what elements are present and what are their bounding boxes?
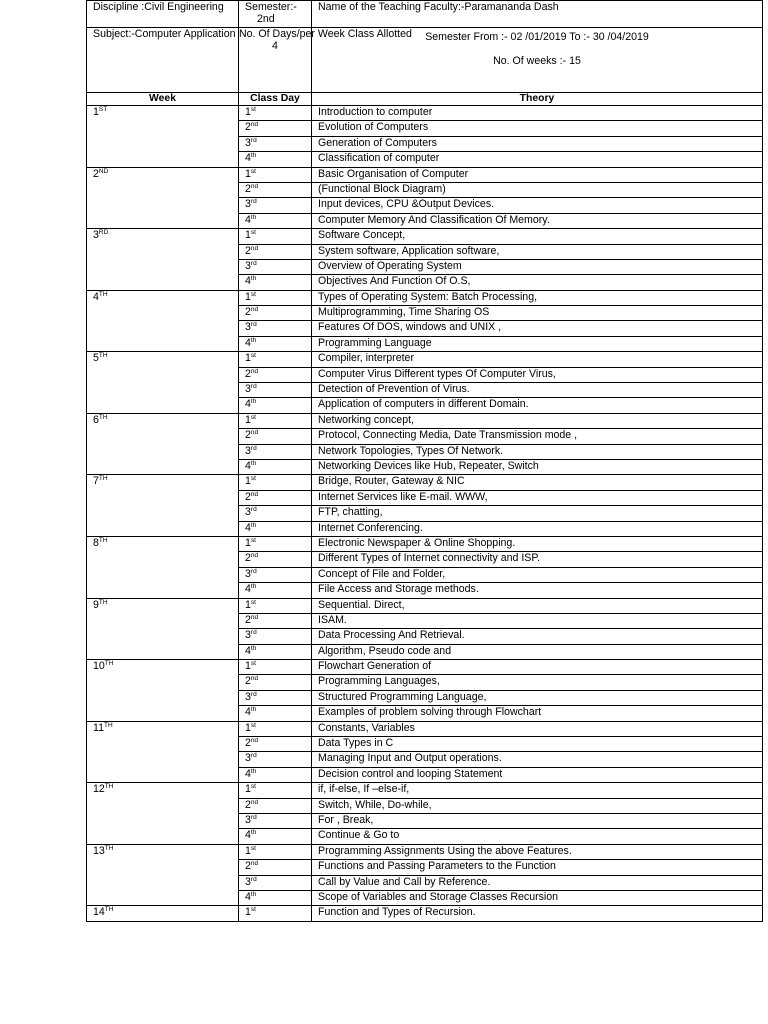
table-row [87, 783, 763, 798]
theory-cell: Overview of Operating System [312, 259, 763, 274]
semester-cell [239, 1, 312, 28]
class-day-cell [239, 106, 312, 121]
class-day-number: 1 [245, 536, 251, 549]
theory-cell: Concept of File and Folder, [312, 567, 763, 582]
class-day-number: 2 [245, 367, 251, 380]
class-day-number: 1 [245, 352, 251, 365]
class-day-suffix: rd [250, 259, 257, 267]
class-day-cell [239, 198, 312, 213]
week-cell [87, 475, 239, 537]
class-day-number: 4 [245, 890, 251, 903]
class-day-number: 3 [245, 690, 251, 703]
class-day-cell [239, 598, 312, 613]
faculty-cell: Name of the Teaching Faculty:-Paramananda Dash [312, 1, 763, 28]
theory-cell: Data Processing And Retrieval. [312, 629, 763, 644]
class-day-suffix: th [250, 890, 257, 898]
theory-cell: Sequential. Direct, [312, 598, 763, 613]
table-row [87, 844, 763, 859]
theory-cell: Multiprogramming, Time Sharing OS [312, 306, 763, 321]
class-day-suffix: nd [250, 860, 259, 868]
week-cell [87, 844, 239, 906]
class-day-suffix: nd [250, 490, 259, 498]
class-day-suffix: th [250, 644, 257, 652]
class-day-number: 2 [245, 490, 251, 503]
class-day-number: 4 [245, 336, 251, 349]
theory-cell: Input devices, CPU &Output Devices. [312, 198, 763, 213]
class-day-suffix: st [250, 906, 256, 914]
semester-value: 2nd [257, 13, 275, 25]
theory-cell: Function and Types of Recursion. [312, 906, 763, 921]
class-day-suffix: nd [250, 182, 259, 190]
days-per-week-label: No. Of Days/per Week Class Allotted [239, 28, 412, 40]
class-day-suffix: nd [250, 675, 259, 683]
table-row [87, 475, 763, 490]
class-day-number: 1 [245, 413, 251, 426]
class-day-number: 1 [245, 783, 251, 796]
class-day-number: 1 [245, 598, 251, 611]
week-number: 14 [93, 906, 105, 919]
theory-cell: Evolution of Computers [312, 121, 763, 136]
week-number: 7 [93, 475, 99, 488]
theory-cell: Software Concept, [312, 229, 763, 244]
class-day-number: 1 [245, 229, 251, 242]
week-number: 12 [93, 783, 105, 796]
class-day-number: 2 [245, 613, 251, 626]
class-day-cell [239, 675, 312, 690]
class-day-suffix: st [250, 167, 256, 175]
class-day-suffix: th [250, 767, 257, 775]
week-number: 4 [93, 290, 99, 303]
theory-cell: Programming Languages, [312, 675, 763, 690]
class-day-number: 3 [245, 259, 251, 272]
theory-cell: Call by Value and Call by Reference. [312, 875, 763, 890]
week-cell [87, 106, 239, 168]
days-per-week-value: 4 [272, 40, 278, 52]
class-day-cell [239, 737, 312, 752]
theory-cell: Programming Assignments Using the above Features. [312, 844, 763, 859]
theory-cell: Networking Devices like Hub, Repeater, Switch [312, 459, 763, 474]
theory-cell: Application of computers in different Domain. [312, 398, 763, 413]
class-day-number: 3 [245, 506, 251, 519]
class-day-cell [239, 752, 312, 767]
class-day-suffix: nd [250, 429, 259, 437]
week-suffix: TH [104, 783, 114, 791]
class-day-cell [239, 429, 312, 444]
class-day-suffix: nd [250, 552, 259, 560]
class-day-suffix: th [250, 336, 257, 344]
class-day-cell [239, 490, 312, 505]
week-suffix: TH [98, 413, 108, 421]
class-day-number: 4 [245, 644, 251, 657]
week-suffix: TH [104, 906, 114, 914]
table-row [87, 352, 763, 367]
theory-cell: Data Types in C [312, 737, 763, 752]
class-day-suffix: rd [250, 690, 257, 698]
week-number: 2 [93, 167, 99, 180]
class-day-cell [239, 660, 312, 675]
class-day-number: 3 [245, 875, 251, 888]
class-day-suffix: rd [250, 875, 257, 883]
class-day-cell [239, 521, 312, 536]
class-day-number: 3 [245, 136, 251, 149]
table-row [87, 598, 763, 613]
class-day-cell [239, 567, 312, 582]
class-day-cell [239, 475, 312, 490]
class-day-cell [239, 860, 312, 875]
class-day-number: 4 [245, 275, 251, 288]
theory-cell: Introduction to computer [312, 106, 763, 121]
class-day-suffix: nd [250, 737, 259, 745]
week-suffix: ST [98, 106, 108, 113]
week-cell [87, 167, 239, 229]
theory-cell: File Access and Storage methods. [312, 583, 763, 598]
class-day-suffix: st [250, 536, 256, 544]
class-day-cell [239, 690, 312, 705]
class-day-cell [239, 321, 312, 336]
week-cell [87, 721, 239, 783]
class-day-suffix: nd [250, 367, 259, 375]
class-day-number: 2 [245, 182, 251, 195]
class-day-cell [239, 121, 312, 136]
class-day-cell [239, 767, 312, 782]
week-cell [87, 229, 239, 291]
class-day-suffix: nd [250, 613, 259, 621]
class-day-cell [239, 829, 312, 844]
theory-cell: Features Of DOS, windows and UNIX , [312, 321, 763, 336]
week-cell [87, 906, 239, 921]
theory-cell: Decision control and looping Statement [312, 767, 763, 782]
theory-cell: Internet Conferencing. [312, 521, 763, 536]
class-day-number: 3 [245, 321, 251, 334]
class-day-cell [239, 352, 312, 367]
class-day-suffix: rd [250, 813, 257, 821]
class-day-cell [239, 182, 312, 197]
theory-cell: Network Topologies, Types Of Network. [312, 444, 763, 459]
class-day-number: 4 [245, 706, 251, 719]
theory-cell: Switch, While, Do-while, [312, 798, 763, 813]
week-suffix: TH [98, 598, 108, 606]
class-day-cell [239, 890, 312, 905]
theory-cell: For , Break, [312, 813, 763, 828]
class-day-suffix: st [250, 290, 256, 298]
class-day-cell [239, 459, 312, 474]
class-day-number: 1 [245, 167, 251, 180]
table-row [87, 906, 763, 921]
col-header-class-day: Class Day [239, 93, 312, 106]
class-day-cell [239, 721, 312, 736]
subject-cell: Subject:-Computer Application [87, 28, 239, 93]
class-day-suffix: rd [250, 444, 257, 452]
theory-cell: Programming Language [312, 336, 763, 351]
semester-range: Semester From :- 02 /01/2019 To :- 30 /04/2019 [425, 31, 649, 43]
class-day-suffix: th [250, 829, 257, 837]
class-day-suffix: st [250, 660, 256, 668]
class-day-cell [239, 536, 312, 551]
class-day-cell [239, 229, 312, 244]
class-day-number: 1 [245, 475, 251, 488]
theory-cell: Compiler, interpreter [312, 352, 763, 367]
class-day-number: 4 [245, 213, 251, 226]
class-day-number: 1 [245, 906, 251, 919]
schedule-body [87, 106, 763, 922]
class-day-cell [239, 275, 312, 290]
table-row [87, 106, 763, 121]
class-day-suffix: th [250, 583, 257, 591]
theory-cell: (Functional Block Diagram) [312, 182, 763, 197]
class-day-number: 1 [245, 106, 251, 118]
class-day-suffix: st [250, 598, 256, 606]
week-cell [87, 413, 239, 475]
week-cell [87, 783, 239, 845]
table-row [87, 290, 763, 305]
class-day-number: 3 [245, 383, 251, 396]
week-suffix: TH [98, 536, 108, 544]
theory-cell: Continue & Go to [312, 829, 763, 844]
theory-cell: System software, Application software, [312, 244, 763, 259]
week-cell [87, 598, 239, 660]
class-day-suffix: nd [250, 306, 259, 314]
class-day-number: 1 [245, 844, 251, 857]
class-day-number: 2 [245, 244, 251, 257]
class-day-number: 3 [245, 198, 251, 211]
week-cell [87, 290, 239, 352]
class-day-number: 1 [245, 660, 251, 673]
table-row [87, 536, 763, 551]
class-day-cell [239, 152, 312, 167]
class-day-suffix: st [250, 844, 256, 852]
class-day-cell [239, 552, 312, 567]
class-day-cell [239, 644, 312, 659]
theory-cell: Generation of Computers [312, 136, 763, 151]
class-day-number: 3 [245, 629, 251, 642]
class-day-number: 2 [245, 429, 251, 442]
theory-cell: Examples of problem solving through Flowchart [312, 706, 763, 721]
semester-label: Semester:- [245, 1, 297, 13]
class-day-number: 4 [245, 829, 251, 842]
class-day-suffix: th [250, 275, 257, 283]
class-day-suffix: rd [250, 383, 257, 391]
class-day-cell [239, 783, 312, 798]
theory-cell: Scope of Variables and Storage Classes Recursion [312, 890, 763, 905]
theory-cell: Detection of Prevention of Virus. [312, 383, 763, 398]
class-day-cell [239, 398, 312, 413]
class-day-suffix: th [250, 213, 257, 221]
week-cell [87, 352, 239, 414]
class-day-suffix: rd [250, 198, 257, 206]
theory-cell: ISAM. [312, 613, 763, 628]
week-number: 6 [93, 413, 99, 426]
theory-cell: Bridge, Router, Gateway & NIC [312, 475, 763, 490]
class-day-suffix: th [250, 459, 257, 467]
table-row [87, 660, 763, 675]
theory-cell: Constants, Variables [312, 721, 763, 736]
class-day-number: 2 [245, 860, 251, 873]
col-header-theory: Theory [312, 93, 763, 106]
theory-cell: Networking concept, [312, 413, 763, 428]
theory-cell: Electronic Newspaper & Online Shopping. [312, 536, 763, 551]
week-suffix: TH [98, 475, 108, 483]
class-day-number: 4 [245, 521, 251, 534]
theory-cell: Protocol, Connecting Media, Date Transmission mode , [312, 429, 763, 444]
week-number: 9 [93, 598, 99, 611]
theory-cell: Structured Programming Language, [312, 690, 763, 705]
class-day-suffix: th [250, 521, 257, 529]
class-day-number: 2 [245, 798, 251, 811]
week-number: 1 [93, 106, 99, 118]
class-day-number: 2 [245, 306, 251, 319]
theory-cell: Algorithm, Pseudo code and [312, 644, 763, 659]
class-day-cell [239, 259, 312, 274]
class-day-cell [239, 506, 312, 521]
table-row [87, 413, 763, 428]
class-day-cell [239, 167, 312, 182]
class-day-cell [239, 613, 312, 628]
class-day-number: 4 [245, 398, 251, 411]
class-day-cell [239, 798, 312, 813]
week-cell [87, 660, 239, 722]
week-suffix: RD [98, 229, 109, 237]
week-suffix: TH [104, 721, 113, 729]
theory-cell: if, if-else, If –else-if, [312, 783, 763, 798]
class-day-cell [239, 706, 312, 721]
theory-cell: Computer Memory And Classification Of Memory. [312, 213, 763, 228]
class-day-suffix: rd [250, 629, 257, 637]
theory-cell: FTP, chatting, [312, 506, 763, 521]
table-row [87, 167, 763, 182]
class-day-cell [239, 244, 312, 259]
class-day-number: 2 [245, 737, 251, 750]
week-number: 5 [93, 352, 99, 365]
theory-cell: Functions and Passing Parameters to the Function [312, 860, 763, 875]
class-day-cell [239, 875, 312, 890]
class-day-cell [239, 906, 312, 921]
class-day-number: 4 [245, 459, 251, 472]
class-day-suffix: st [250, 721, 256, 729]
class-day-cell [239, 367, 312, 382]
class-day-number: 2 [245, 675, 251, 688]
class-day-suffix: nd [250, 244, 259, 252]
class-day-cell [239, 413, 312, 428]
class-day-number: 3 [245, 567, 251, 580]
week-suffix: TH [104, 844, 114, 852]
class-day-number: 4 [245, 583, 251, 596]
class-day-suffix: rd [250, 752, 257, 760]
theory-cell: Objectives And Function Of O.S, [312, 275, 763, 290]
week-number: 8 [93, 536, 99, 549]
theory-cell: Classification of computer [312, 152, 763, 167]
class-day-suffix: nd [250, 121, 259, 129]
week-suffix: ND [98, 167, 109, 175]
table-row [87, 721, 763, 736]
class-day-cell [239, 583, 312, 598]
week-cell [87, 536, 239, 598]
weeks-count: No. Of weeks :- 15 [493, 55, 581, 67]
days-per-week-cell [239, 28, 412, 93]
class-day-cell [239, 844, 312, 859]
class-day-cell [239, 813, 312, 828]
class-day-suffix: rd [250, 567, 257, 575]
class-day-number: 3 [245, 752, 251, 765]
class-day-number: 1 [245, 721, 251, 734]
class-day-cell [239, 306, 312, 321]
discipline-cell: Discipline :Civil Engineering [87, 1, 239, 28]
class-day-suffix: st [250, 229, 256, 237]
class-day-suffix: nd [250, 798, 259, 806]
table-row [87, 229, 763, 244]
class-day-suffix: st [250, 352, 256, 360]
week-suffix: TH [98, 290, 108, 298]
theory-cell: Managing Input and Output operations. [312, 752, 763, 767]
class-day-cell [239, 136, 312, 151]
class-day-number: 1 [245, 290, 251, 303]
class-day-suffix: rd [250, 506, 257, 514]
class-day-cell [239, 290, 312, 305]
week-number: 11 [93, 721, 104, 734]
class-day-cell [239, 444, 312, 459]
class-day-suffix: rd [250, 321, 257, 329]
class-day-suffix: rd [250, 136, 257, 144]
class-day-number: 4 [245, 767, 251, 780]
theory-cell: Computer Virus Different types Of Computer Virus, [312, 367, 763, 382]
lesson-plan-table [86, 0, 763, 922]
class-day-suffix: th [250, 152, 257, 160]
theory-cell: Internet Services like E-mail. WWW, [312, 490, 763, 505]
week-suffix: TH [98, 352, 108, 360]
class-day-suffix: st [250, 413, 256, 421]
class-day-suffix: th [250, 398, 257, 406]
class-day-cell [239, 336, 312, 351]
theory-cell: Flowchart Generation of [312, 660, 763, 675]
class-day-suffix: th [250, 706, 257, 714]
week-suffix: TH [104, 660, 114, 668]
class-day-cell [239, 383, 312, 398]
class-day-suffix: st [250, 106, 256, 113]
week-number: 10 [93, 660, 105, 673]
class-day-number: 3 [245, 444, 251, 457]
week-number: 13 [93, 844, 105, 857]
class-day-number: 2 [245, 121, 251, 134]
class-day-cell [239, 629, 312, 644]
class-day-number: 2 [245, 552, 251, 565]
class-day-number: 4 [245, 152, 251, 165]
theory-cell: Basic Organisation of Computer [312, 167, 763, 182]
theory-cell: Types of Operating System: Batch Processing, [312, 290, 763, 305]
class-day-suffix: st [250, 783, 256, 791]
class-day-suffix: st [250, 475, 256, 483]
class-day-number: 3 [245, 813, 251, 826]
class-day-cell [239, 213, 312, 228]
col-header-week: Week [87, 93, 239, 106]
theory-cell: Different Types of Internet connectivity and ISP. [312, 552, 763, 567]
week-number: 3 [93, 229, 99, 242]
